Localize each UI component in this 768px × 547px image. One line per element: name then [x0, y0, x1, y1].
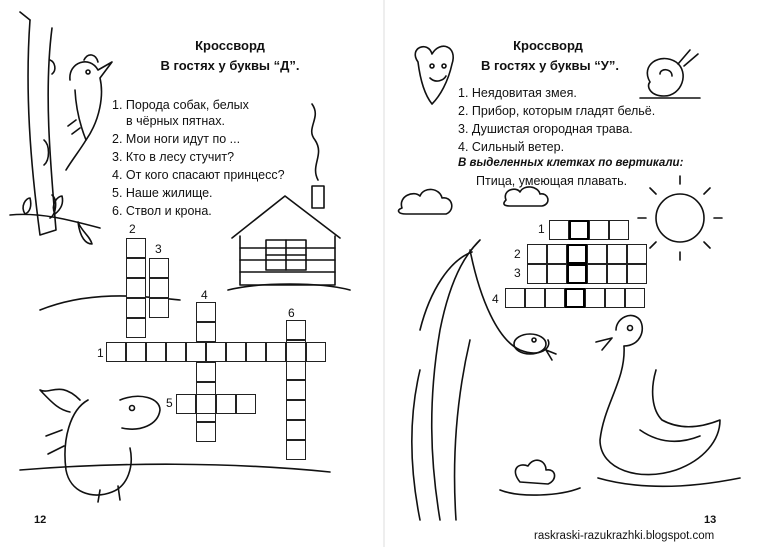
vertical-heading: В выделенных клетках по вертикали:: [458, 157, 684, 169]
crossword-cell[interactable]: [527, 244, 547, 264]
crossword-cell[interactable]: [547, 244, 567, 264]
crossword-cell[interactable]: [625, 288, 645, 308]
crossword-cell[interactable]: [565, 288, 585, 308]
crossword-cell[interactable]: [196, 302, 216, 322]
crossword-cell[interactable]: [266, 342, 286, 362]
crossword-cell[interactable]: [587, 244, 607, 264]
crossword-cell[interactable]: [149, 298, 169, 318]
left-clue-3: 3. Кто в лесу стучит?: [112, 150, 235, 164]
crossword-cell[interactable]: [106, 342, 126, 362]
crossword-cell[interactable]: [126, 298, 146, 318]
crossword-cell[interactable]: [627, 244, 647, 264]
crossword-cell[interactable]: [176, 394, 196, 414]
crossword-cell[interactable]: [525, 288, 545, 308]
left-grid-number-2: 2: [129, 222, 136, 236]
left-clue-1a: 1. Порода собак, белых: [112, 98, 249, 112]
crossword-cell[interactable]: [126, 258, 146, 278]
crossword-cell[interactable]: [567, 244, 587, 264]
sun-illustration: [638, 176, 722, 260]
crossword-cell[interactable]: [126, 318, 146, 338]
crossword-cell[interactable]: [286, 320, 306, 340]
crossword-cell[interactable]: [306, 342, 326, 362]
crossword-cell[interactable]: [286, 360, 306, 380]
crossword-cell[interactable]: [206, 342, 226, 362]
left-clue-2: 2. Мои ноги идут по ...: [112, 132, 241, 146]
crossword-cell[interactable]: [126, 278, 146, 298]
crossword-cell[interactable]: [505, 288, 525, 308]
right-subtitle: В гостях у буквы “У”.: [481, 58, 619, 73]
crossword-cell[interactable]: [607, 264, 627, 284]
right-clue-2: 2. Прибор, которым гладят бельё.: [458, 104, 656, 118]
crossword-cell[interactable]: [547, 264, 567, 284]
water-lily-illustration: [500, 460, 580, 495]
crossword-cell[interactable]: [216, 394, 236, 414]
left-clue-4: 4. От кого спасают принцесс?: [112, 168, 285, 182]
crossword-cell[interactable]: [196, 394, 216, 414]
right-title: Кроссворд: [513, 38, 583, 53]
left-clue-6: 6. Ствол и крона.: [112, 204, 212, 218]
right-grid-number-2: 2: [514, 247, 521, 261]
crossword-cell[interactable]: [286, 440, 306, 460]
left-grid-number-6: 6: [288, 306, 295, 320]
left-title: Кроссворд: [195, 38, 265, 53]
crossword-cell[interactable]: [607, 244, 627, 264]
dragon-illustration: [40, 389, 160, 502]
cartoon-character-illustration: [415, 46, 453, 104]
crossword-cell[interactable]: [585, 288, 605, 308]
crossword-cell[interactable]: [246, 342, 266, 362]
crossword-cell[interactable]: [286, 420, 306, 440]
crossword-cell[interactable]: [549, 220, 569, 240]
left-clue-5: 5. Наше жилище.: [112, 186, 213, 200]
house-illustration: [228, 104, 350, 290]
right-clue-1: 1. Неядовитая змея.: [458, 86, 577, 100]
crossword-cell[interactable]: [627, 264, 647, 284]
crossword-cell[interactable]: [236, 394, 256, 414]
left-page-number: 12: [34, 514, 47, 526]
crossword-cell[interactable]: [149, 258, 169, 278]
right-grid-number-3: 3: [514, 266, 521, 280]
cloud-left-illustration: [399, 189, 452, 214]
crossword-cell[interactable]: [569, 220, 589, 240]
crossword-cell[interactable]: [146, 342, 166, 362]
crossword-cell[interactable]: [609, 220, 629, 240]
crossword-cell[interactable]: [286, 380, 306, 400]
crossword-cell[interactable]: [226, 342, 246, 362]
crossword-cell[interactable]: [545, 288, 565, 308]
crossword-cell[interactable]: [186, 342, 206, 362]
footer-site: raskraski-razukrazhki.blogspot.com: [534, 530, 715, 542]
vertical-clue: Птица, умеющая плавать.: [476, 174, 628, 188]
crossword-cell[interactable]: [126, 238, 146, 258]
right-grid-number-4: 4: [492, 292, 499, 306]
crossword-cell[interactable]: [126, 342, 146, 362]
left-subtitle: В гостях у буквы “Д”.: [160, 58, 300, 73]
left-grid-number-1: 1: [97, 346, 104, 360]
right-clue-4: 4. Сильный ветер.: [458, 140, 565, 154]
crossword-cell[interactable]: [149, 278, 169, 298]
left-clue-1b: в чёрных пятнах.: [126, 114, 225, 128]
crossword-cell[interactable]: [589, 220, 609, 240]
right-clue-3: 3. Душистая огородная трава.: [458, 122, 633, 136]
crossword-cell[interactable]: [527, 264, 547, 284]
duck-illustration: [596, 315, 740, 486]
crossword-cell[interactable]: [196, 362, 216, 382]
crossword-cell[interactable]: [286, 400, 306, 420]
crossword-cell[interactable]: [567, 264, 587, 284]
crossword-cell[interactable]: [286, 342, 306, 362]
left-grid-number-4: 4: [201, 288, 208, 302]
crossword-cell[interactable]: [605, 288, 625, 308]
right-grid-number-1: 1: [538, 222, 545, 236]
crossword-cell[interactable]: [166, 342, 186, 362]
right-page-number: 13: [704, 514, 717, 526]
woodpecker-illustration: [66, 55, 112, 170]
snail-illustration: [640, 50, 700, 98]
crossword-cell[interactable]: [196, 322, 216, 342]
left-grid-number-5: 5: [166, 396, 173, 410]
crossword-cell[interactable]: [196, 422, 216, 442]
crossword-cell[interactable]: [587, 264, 607, 284]
left-grid-number-3: 3: [155, 242, 162, 256]
